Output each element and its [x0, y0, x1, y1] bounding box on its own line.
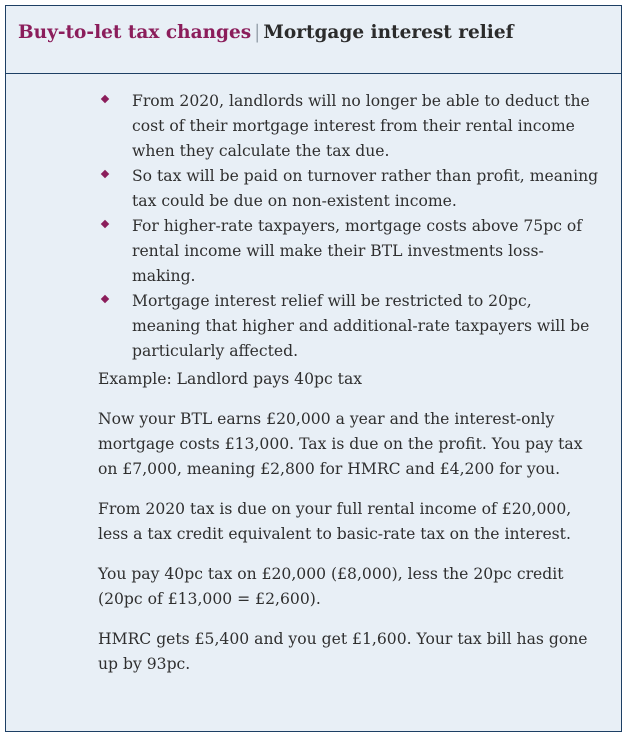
bullet-item — [98, 289, 601, 364]
box-content — [6, 74, 621, 677]
bullet-text: Mortgage interest relief will be restricted to 20pc, meaning that higher and additional-rate taxpayers will be particularly affected. — [132, 292, 590, 360]
title-separator: | — [254, 22, 261, 43]
bullet-text: From 2020, landlords will no longer be able to deduct the cost of their mortgage interest from their rental income when they calculate the tax due. — [132, 92, 590, 160]
example-paragraph: You pay 40pc tax on £20,000 (£8,000), less the 20pc credit (20pc of £13,000 = £2,600). — [98, 565, 564, 608]
bullet-item — [98, 164, 601, 214]
bullet-item — [98, 89, 601, 164]
bullet-text: For higher-rate taxpayers, mortgage costs above 75pc of rental income will make their BTL investments loss-making. — [132, 217, 583, 285]
diamond-bullet-icon — [101, 295, 109, 303]
example-paragraph: HMRC gets £5,400 and you get £1,600. Your tax bill has gone up by 93pc. — [98, 630, 588, 673]
example-paragraph: Now your BTL earns £20,000 a year and the interest-only mortgage costs £13,000. Tax is due on the profit. You pay tax on £7,000, meaning £2,800 for HMRC and £4,200 for you. — [98, 410, 583, 478]
info-box — [5, 5, 622, 732]
bullet-text: So tax will be paid on turnover rather than profit, meaning tax could be due on non-existent income. — [132, 167, 599, 210]
box-header — [6, 6, 621, 74]
diamond-bullet-icon — [101, 95, 109, 103]
diamond-bullet-icon — [101, 220, 109, 228]
bullet-item — [98, 214, 601, 289]
diamond-bullet-icon — [101, 170, 109, 178]
example-heading: Example: Landlord pays 40pc tax — [98, 370, 363, 388]
box-subtitle: Mortgage interest relief — [263, 22, 514, 43]
example-paragraph: From 2020 tax is due on your full rental income of £20,000, less a tax credit equivalent to basic-rate tax on the interest. — [98, 500, 572, 543]
bullet-list — [98, 89, 601, 364]
box-title: Buy-to-let tax changes — [18, 22, 252, 43]
